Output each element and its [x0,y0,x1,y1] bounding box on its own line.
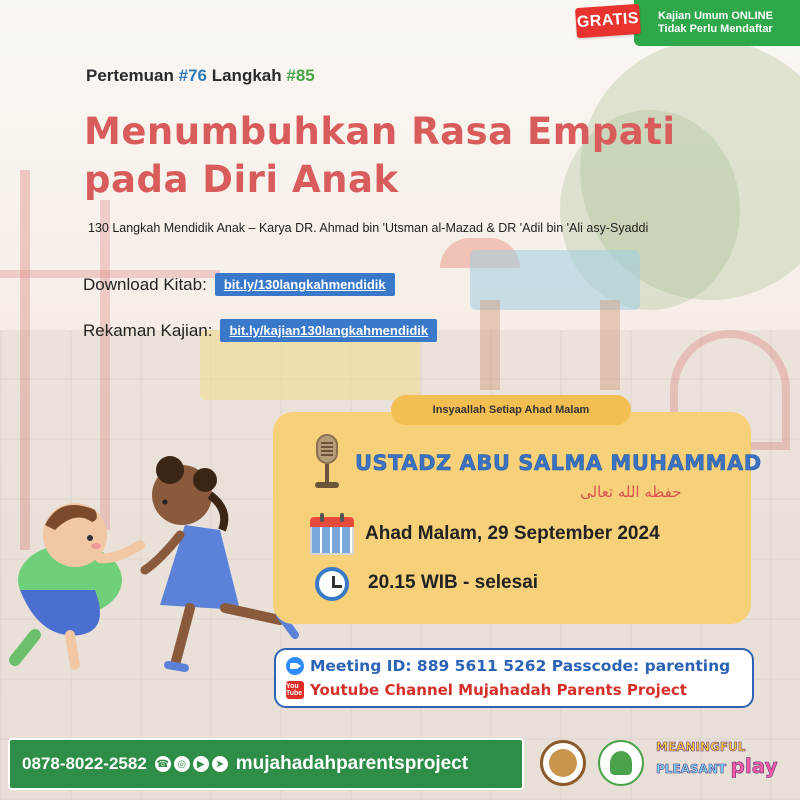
event-date: Ahad Malam, 29 September 2024 [365,523,660,544]
partner-logo-2 [598,740,644,786]
pertemuan-number: #76 [178,66,207,85]
phone-number[interactable]: 0878-8022-2582 [22,754,147,773]
zoom-icon [286,657,304,675]
rekaman-link[interactable]: bit.ly/kajian130langkahmendidik [220,319,437,342]
clock-icon [315,567,349,601]
rekaman-row [83,319,437,342]
youtube-small-icon[interactable]: ▶ [193,756,209,772]
gratis-badge: GRATIS [575,4,641,38]
youtube-row [286,678,742,702]
meeting-info-box [274,648,754,708]
title-line-2: pada Diri Anak [84,158,399,201]
pertemuan-label: Pertemuan [86,66,174,85]
title-line-1: Menumbuhkan Rasa Empati [84,110,676,153]
social-handle[interactable]: mujahadahparentsproject [235,753,469,774]
whatsapp-icon[interactable]: ☎ [155,756,171,772]
telegram-icon[interactable]: ➤ [212,756,228,772]
instagram-icon[interactable]: ◎ [174,756,190,772]
banner-line-2: Tidak Perlu Mendaftar [658,23,773,35]
event-time: 20.15 WIB - selesai [368,572,539,593]
gratis-ribbon [574,0,800,46]
logo-text-play: play [730,754,778,778]
rekaman-label: Rekaman Kajian: [83,320,213,340]
download-label: Download Kitab: [83,274,207,294]
page-title [84,108,724,204]
banner-line-1: Kajian Umum ONLINE [658,10,773,22]
youtube-icon: You Tube [286,683,303,697]
download-row [83,273,395,296]
logo-text-meaningful: MEANINGFUL [656,740,746,754]
download-link[interactable]: bit.ly/130langkahmendidik [215,273,395,296]
zoom-meeting-details[interactable]: Meeting ID: 889 5611 5262 Passcode: parenting [310,657,731,675]
book-reference: 130 Langkah Mendidik Anak – Karya DR. Ahmad bin 'Utsman al-Mazad & DR 'Adil bin 'Ali asy-Syaddi [88,221,649,235]
schedule-tag: Insyaallah Setiap Ahad Malam [391,395,631,425]
partner-logo-1 [540,740,586,786]
online-info-banner [634,0,800,46]
zoom-row [286,654,742,678]
langkah-number: #85 [286,66,315,85]
langkah-label: Langkah [211,66,282,85]
microphone-icon [310,434,344,492]
speaker-honorific: حفظه الله تعالى [580,483,682,501]
logo-text-pleasant: PLEASANT [656,762,727,776]
social-icons [155,756,228,772]
calendar-icon [310,513,354,555]
session-meta [86,66,315,86]
contact-bar [8,738,524,790]
meaningful-pleasant-play-logo [656,740,780,780]
youtube-channel-link[interactable]: Youtube Channel Mujahadah Parents Project [310,681,687,699]
speaker-name: USTADZ ABU SALMA MUHAMMAD [355,451,762,475]
